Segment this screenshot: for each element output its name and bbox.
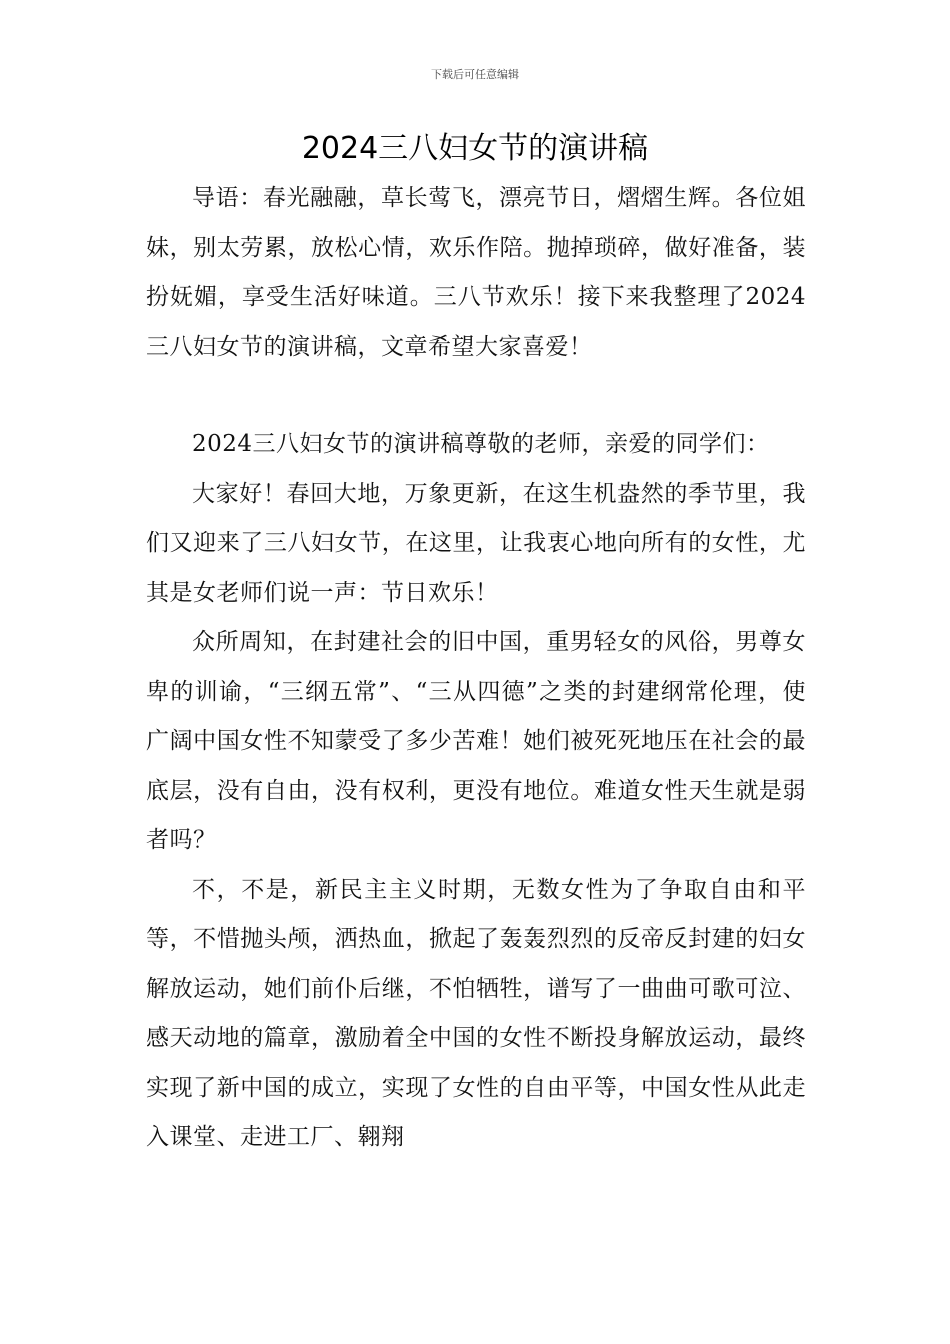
document-body: [146, 174, 806, 1163]
liberation-paragraph: 不，不是，新民主主义时期，无数女性为了争取自由和平等，不惜抛头颅，洒热血，掀起了轰轰烈烈的反帝反封建的妇女解放运动，她们前仆后继，不怕牺牲，谱写了一曲曲可歌可泣、感天动地的篇章，激励着全中国的女性不断投身解放运动，最终实现了新中国的成立，实现了女性的自由平等，中国女性从此走入课堂、走进工厂、翱翔: [146, 876, 806, 1150]
salutation-paragraph: 2024三八妇女节的演讲稿尊敬的老师，亲爱的同学们：: [192, 431, 770, 457]
intro-paragraph: 导语：春光融融，草长莺飞，漂亮节日，熠熠生辉。各位姐妹，别太劳累，放松心情，欢乐作陪。抛掉琐碎，做好准备，装扮妩媚，享受生活好味道。三八节欢乐！接下来我整理了2024三八妇女节的演讲稿，文章希望大家喜爱！: [146, 185, 806, 360]
header-note: 下载后可任意编辑: [431, 68, 519, 81]
history-paragraph: 众所周知，在封建社会的旧中国，重男轻女的风俗，男尊女卑的训谕，“三纲五常”、“三从四德”之类的封建纲常伦理，使广阔中国女性不知蒙受了多少苦难！她们被死死地压在社会的最底层，没有自由，没有权利，更没有地位。难道女性天生就是弱者吗？: [146, 629, 806, 853]
document-title: 2024三八妇女节的演讲稿: [301, 131, 649, 166]
greeting-paragraph: 大家好！春回大地，万象更新，在这生机盎然的季节里，我们又迎来了三八妇女节，在这里，让我衷心地向所有的女性，尤其是女老师们说一声：节日欢乐！: [146, 480, 806, 606]
